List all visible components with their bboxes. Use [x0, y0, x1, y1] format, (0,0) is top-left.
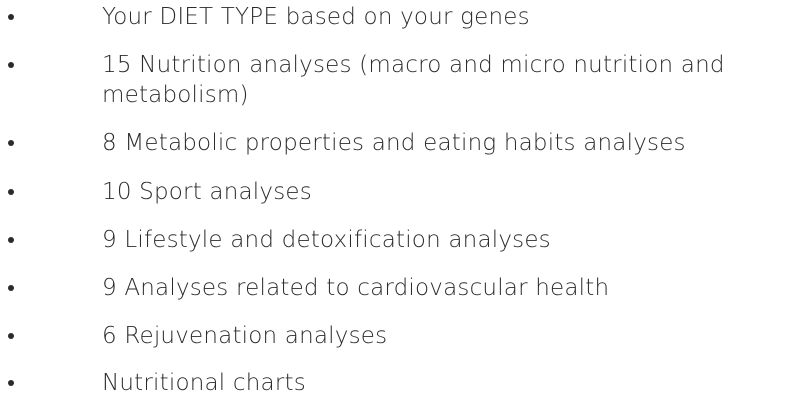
list-item-label: Your DIET TYPE based on your genes: [102, 4, 530, 30]
list-item-label: 15 Nutrition analyses (macro and micro nutrition and metabolism): [102, 52, 725, 108]
list-item-label: 9 Lifestyle and detoxification analyses: [102, 227, 551, 253]
list-item-label: 6 Rejuvenation analyses: [102, 323, 388, 349]
bullet-icon: [8, 62, 14, 68]
list-item-label: Nutritional charts: [102, 370, 306, 396]
list-item-label: 10 Sport analyses: [102, 179, 312, 205]
bullet-icon: [8, 285, 14, 291]
bullet-icon: [8, 140, 14, 146]
list-item-label: 9 Analyses related to cardiovascular health: [102, 275, 610, 301]
bullet-icon: [8, 380, 14, 386]
bullet-icon: [8, 14, 14, 20]
bullet-icon: [8, 189, 14, 195]
bullet-icon: [8, 237, 14, 243]
list-item-label: 8 Metabolic properties and eating habits analyses: [102, 130, 686, 156]
bullet-icon: [8, 333, 14, 339]
